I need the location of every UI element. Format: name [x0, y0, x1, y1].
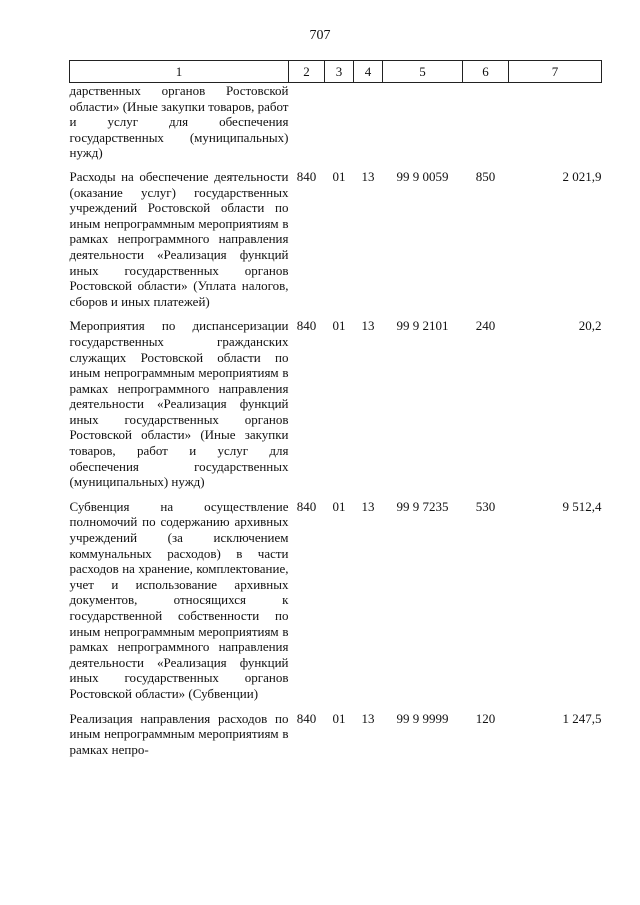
table-row: [70, 318, 602, 499]
row-amount: 9 512,4: [562, 498, 602, 514]
row-section: [325, 83, 354, 169]
row-amount: 20,2: [578, 318, 602, 334]
column-header-ministry: 2: [289, 61, 325, 83]
column-header-target-article: 5: [383, 61, 463, 83]
row-subsection: [354, 83, 383, 169]
row-ministry: [289, 83, 325, 169]
row-description: дарственных органов Ростовской области» (Иные закупки товаров, работ и услуг для обеспечения государственных (муниципальных) нужд): [69, 83, 289, 161]
page-number: 707: [309, 28, 331, 43]
row-expense-type: 530: [475, 498, 496, 514]
row-target-article: 99 9 2101: [396, 318, 449, 334]
table-row: [70, 169, 602, 318]
row-expense-type: 120: [475, 710, 496, 726]
row-ministry: 840: [296, 498, 317, 514]
row-target-article: 99 9 9999: [396, 710, 449, 726]
row-expense-type: 850: [475, 168, 496, 184]
row-expense-type: [463, 83, 509, 169]
row-section: 01: [332, 318, 346, 334]
row-description: Реализация направления расходов по иным непрограммным мероприятиям в рамках непро-: [69, 710, 289, 757]
row-subsection: 13: [361, 710, 375, 726]
column-header-description: 1: [70, 61, 289, 83]
column-header-subsection: 4: [354, 61, 383, 83]
table-row: [70, 711, 602, 767]
table-row: [70, 499, 602, 711]
row-target-article: 99 9 7235: [396, 498, 449, 514]
row-amount: [509, 83, 602, 169]
row-description: Расходы на обеспечение деятельности (оказание услуг) государственных учреждений Ростовской области по иным непрограммным мероприятиям в рамках непрограммного направления деятельности «Реализация функций иных государственных органов Ростовской области» (Уплата налогов, сборов и иных платежей): [69, 168, 289, 309]
budget-table: [69, 60, 602, 766]
row-target-article: [383, 83, 463, 169]
row-ministry: 840: [296, 710, 317, 726]
table-header-row: [70, 61, 602, 83]
column-header-section: 3: [325, 61, 354, 83]
row-section: 01: [332, 168, 346, 184]
row-expense-type: 240: [475, 318, 496, 334]
row-subsection: 13: [361, 168, 375, 184]
row-subsection: 13: [361, 318, 375, 334]
row-section: 01: [332, 498, 346, 514]
row-amount: 2 021,9: [562, 168, 602, 184]
column-header-amount: 7: [509, 61, 602, 83]
row-ministry: 840: [296, 168, 317, 184]
row-subsection: 13: [361, 498, 375, 514]
row-section: 01: [332, 710, 346, 726]
row-description: Мероприятия по диспансеризации государственных гражданских служащих Ростовской области по иным непрограммным мероприятиям в рамках непрограммного направления деятельности «Реализация функций иных государственных органов Ростовской области» (Иные закупки товаров, работ и услуг для обеспечения государственных (муниципальных) нужд): [69, 318, 289, 490]
row-ministry: 840: [296, 318, 317, 334]
row-amount: 1 247,5: [562, 710, 602, 726]
row-target-article: 99 9 0059: [396, 168, 449, 184]
table-row: [70, 83, 602, 169]
column-header-expense-type: 6: [463, 61, 509, 83]
row-description: Субвенция на осуществление полномочий по содержанию архивных учреждений (за исключением коммунальных расходов) в части расходов на хранение, комплектование, учет и использование архивных документов, относящихся к государственной собственности по иным непрограммным мероприятиям в рамках непрограммного направления деятельности «Реализация функций иных государственных органов Ростовской области» (Субвенции): [69, 498, 289, 701]
